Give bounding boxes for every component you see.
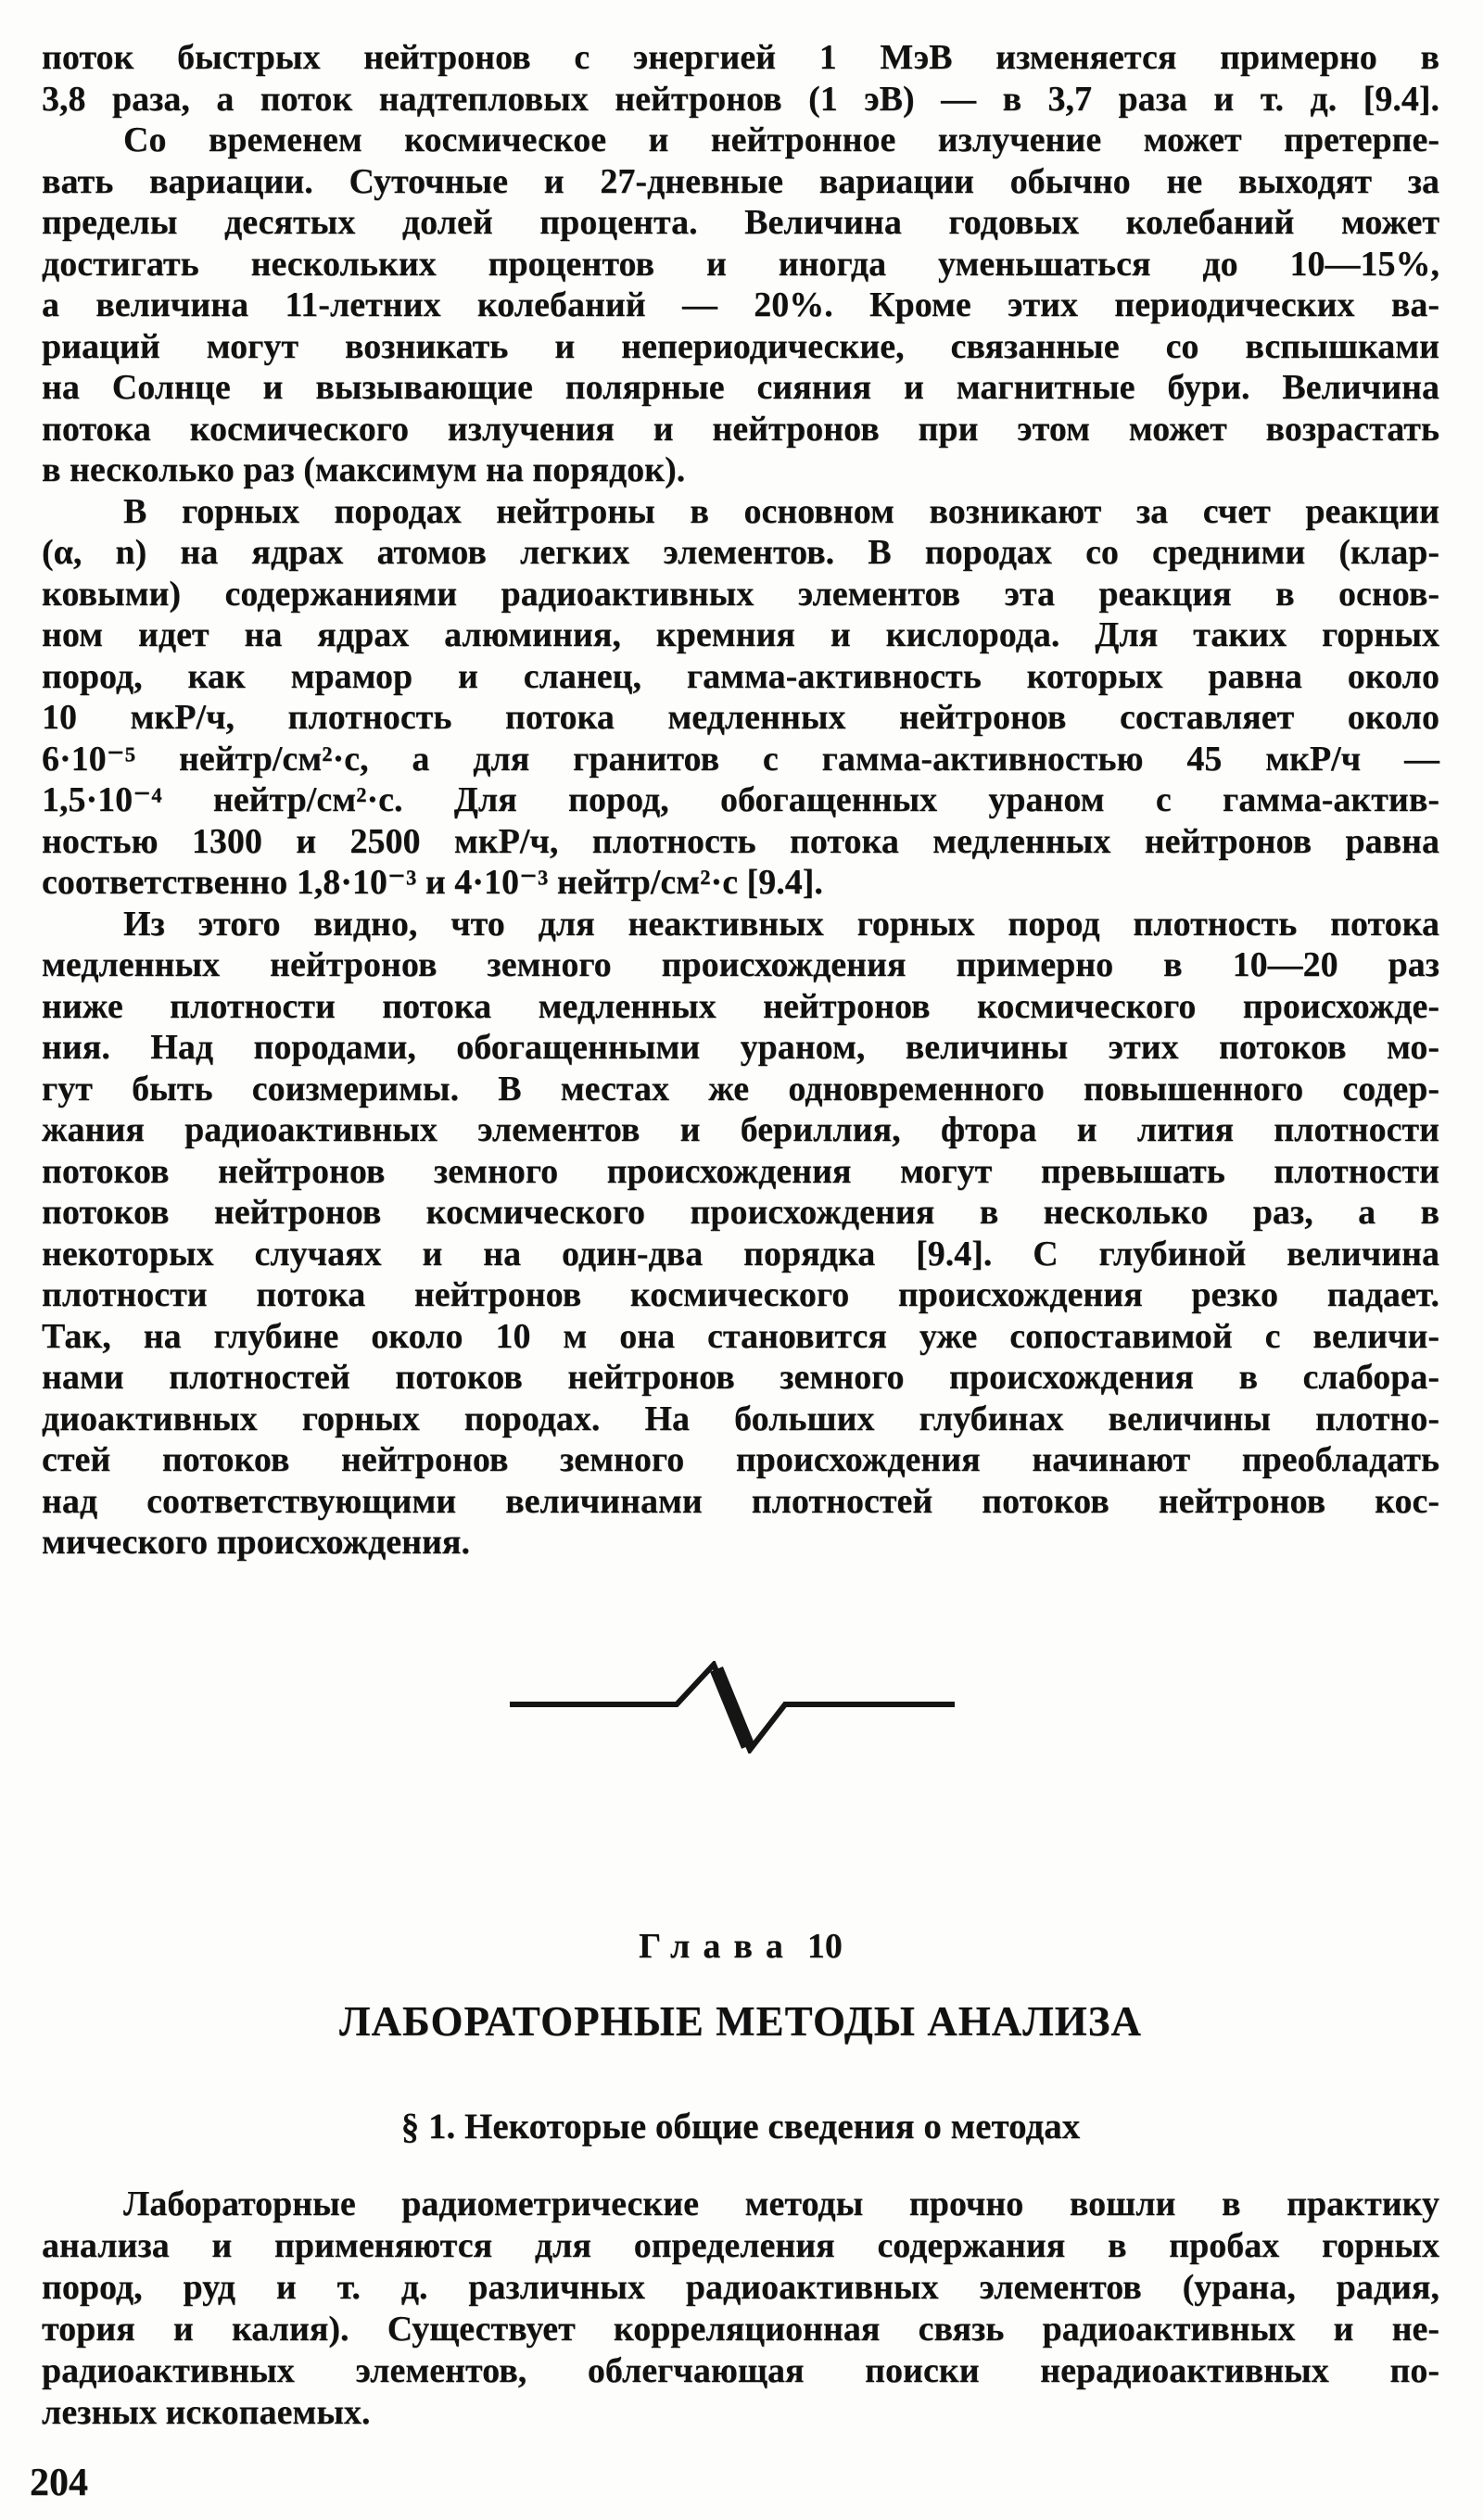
text-line: пород, руд и т. д. различных радиоактивных элементов (урана, радия, — [42, 2268, 1439, 2307]
text-line: жания радиоактивных элементов и бериллия, фтора и лития плотности — [42, 1110, 1439, 1149]
text-line: медленных нейтронов земного происхождения примерно в 10—20 раз — [42, 945, 1439, 984]
paragraph-lab-methods — [42, 2184, 1439, 2434]
text-line: ностью 1300 и 2500 мкР/ч, плотность потока медленных нейтронов равна — [42, 821, 1439, 861]
text-line: вать вариации. Суточные и 27-дневные вариации обычно не выходят за — [42, 161, 1439, 201]
text-line: 1,5·10⁻⁴ нейтр/см²·с. Для пород, обогащенных ураном с гамма-актив- — [42, 780, 1439, 819]
text-line: потока космического излучения и нейтронов при этом может возрастать — [42, 409, 1439, 449]
paragraph-continuation — [42, 37, 1439, 120]
text-line: В горных породах нейтроны в основном возникают за счет реакции — [123, 491, 1439, 531]
section-intro-text — [42, 2184, 1439, 2434]
paragraph-variations — [42, 120, 1439, 491]
chapter-kicker-number: 10 — [806, 1927, 843, 1966]
chapter-kicker — [42, 1926, 1439, 1967]
text-line: а величина 11-летних колебаний — 20%. Кроме этих периодических ва- — [42, 285, 1439, 324]
text-line: тория и калия). Существует корреляционная связь радиоактивных и не- — [42, 2310, 1439, 2349]
chapter-title: ЛАБОРАТОРНЫЕ МЕТОДЫ АНАЛИЗА — [339, 1998, 1142, 2045]
zigzag-divider-ornament — [508, 1661, 957, 1754]
text-line: потоков нейтронов земного происхождения могут превышать плотности — [42, 1151, 1439, 1191]
text-line: поток быстрых нейтронов с энергией 1 МэВ изменяется примерно в — [42, 38, 1439, 77]
text-line: 10 мкР/ч, плотность потока медленных нейтронов составляет около — [42, 698, 1439, 737]
text-line: (α, n) на ядрах атомов легких элементов. В породах со средними (клар- — [42, 533, 1439, 572]
text-line: пределы десятых долей процента. Величина годовых колебаний может — [42, 203, 1439, 242]
text-line: анализа и применяются для определения содержания в пробах горных — [42, 2226, 1439, 2265]
body-text — [42, 37, 1439, 1564]
text-line: нами плотностей потоков нейтронов земного происхождения в слабора- — [42, 1358, 1439, 1397]
text-line: Со временем космическое и нейтронное излучение может претерпе- — [123, 120, 1439, 159]
chapter-kicker-label: Глава — [639, 1927, 796, 1966]
text-line: в несколько раз (максимум на порядок). — [42, 450, 686, 489]
text-line: 6·10⁻⁵ нейтр/см²·с, а для гранитов с гамма-активностью 45 мкР/ч — — [42, 739, 1439, 779]
paragraph-rock-neutrons — [42, 491, 1439, 904]
text-line: некоторых случаях и на один-два порядка [9.4]. С глубиной величина — [42, 1234, 1439, 1273]
text-line: на Солнце и вызывающие полярные сияния и магнитные бури. Величина — [42, 368, 1439, 407]
text-line: достигать нескольких процентов и иногда уменьшаться до 10—15%, — [42, 244, 1439, 284]
page-number: 204 — [30, 2462, 88, 2504]
section-heading: § 1. Некоторые общие сведения о методах — [400, 2107, 1081, 2146]
text-line: Так, на глубине около 10 м она становится уже сопоставимой с величи- — [42, 1316, 1439, 1356]
text-line: ном идет на ядрах алюминия, кремния и кислорода. Для таких горных — [42, 615, 1439, 654]
text-line: пород, как мрамор и сланец, гамма-активность которых равна около — [42, 656, 1439, 696]
text-line: соответственно 1,8·10⁻³ и 4·10⁻³ нейтр/см²·с [9.4]. — [42, 863, 823, 902]
text-line: ниже плотности потока медленных нейтронов космического происхожде- — [42, 986, 1439, 1026]
text-line: диоактивных горных породах. На больших глубинах величины плотно- — [42, 1399, 1439, 1438]
text-line: плотности потока нейтронов космического происхождения резко падает. — [42, 1275, 1439, 1314]
text-line: ния. Над породами, обогащенными ураном, величины этих потоков мо- — [42, 1028, 1439, 1067]
text-line: ковыми) содержаниями радиоактивных элементов эта реакция в основ- — [42, 574, 1439, 614]
text-line: Из этого видно, что для неактивных горных пород плотность потока — [123, 904, 1439, 943]
text-line: гут быть соизмеримы. В местах же одновременного повышенного содер- — [42, 1069, 1439, 1108]
text-line: мического происхождения. — [42, 1523, 470, 1562]
text-line: лезных ископаемых. — [42, 2393, 371, 2432]
text-line: радиоактивных элементов, облегчающая поиски нерадиоактивных по- — [42, 2351, 1439, 2390]
text-line: стей потоков нейтронов земного происхождения начинают преобладать — [42, 1440, 1439, 1479]
text-line: потоков нейтронов космического происхождения в несколько раз, а в — [42, 1193, 1439, 1232]
paragraph-flux-comparison — [42, 904, 1439, 1564]
text-line: над соответствующими величинами плотностей потоков нейтронов кос- — [42, 1481, 1439, 1521]
text-line: Лабораторные радиометрические методы прочно вошли в практику — [123, 2184, 1439, 2223]
text-line: риаций могут возникать и непериодические, связанные со вспышками — [42, 326, 1439, 366]
text-line: 3,8 раза, а поток надтепловых нейтронов (1 эВ) — в 3,7 раза и т. д. [9.4]. — [42, 79, 1439, 119]
